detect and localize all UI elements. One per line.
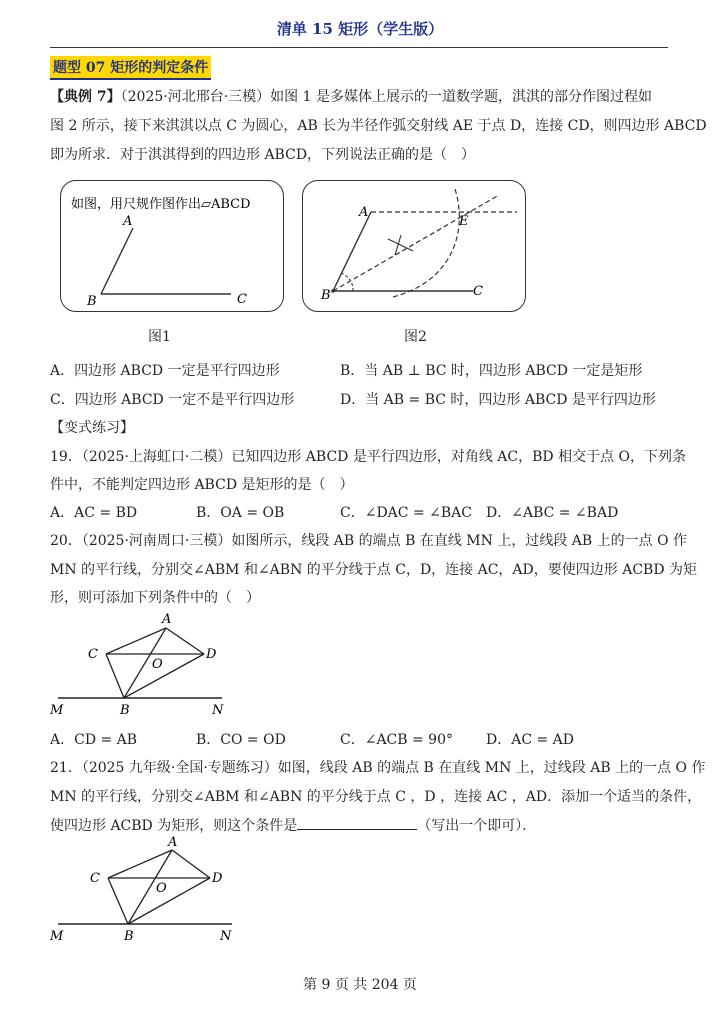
q21-line-3-prefix: 使四边形 ACBD 为矩形，则这个条件是 — [50, 818, 298, 834]
q20-segment-ad — [166, 628, 204, 654]
figure-1-box — [60, 180, 284, 312]
q20-figure — [48, 608, 238, 720]
fig2-small-arc — [341, 273, 353, 291]
figure-1-caption: 图1 — [148, 329, 171, 345]
q19-option-d: D．∠ABC = ∠BAD — [486, 505, 619, 521]
q20-option-c: C．∠ACB = 90° — [340, 732, 453, 748]
q21-line-3-suffix: （写出一个即可）． — [417, 818, 537, 834]
document-title: 清单 15 矩形（学生版） — [276, 20, 444, 38]
fig2-label-c: C — [473, 284, 483, 299]
section-heading: 题型 07 矩形的判定条件 — [50, 56, 211, 80]
example-line-1 — [50, 86, 675, 106]
q21-segment-cb — [108, 878, 128, 924]
header-divider — [50, 47, 668, 48]
page-number: 第 9 页 共 204 页 — [303, 977, 417, 993]
fig2-label-b: B — [321, 288, 331, 303]
q20-segment-cb — [106, 654, 124, 698]
q19-option-c: C．∠DAC = ∠BAC — [340, 505, 472, 521]
q19-option-a: A．AC = BD — [50, 505, 138, 521]
q20-segment-ac — [106, 628, 166, 654]
q21-answer-blank[interactable] — [297, 815, 417, 830]
figure-1-text: 如图，用尺规作图作出▱ABCD — [71, 197, 251, 212]
example-option-a: A．四边形 ABCD 一定是平行四边形 — [50, 363, 280, 379]
q20-label-n: N — [212, 703, 224, 718]
fig2-label-e: E — [459, 214, 469, 229]
q21-label-m: M — [50, 929, 64, 944]
example-line-3: 即为所求．对于淇淇得到的四边形 ABCD，下列说法正确的是（ ） — [50, 147, 476, 163]
figure-2-box — [302, 180, 526, 312]
q20-line-1: 20．（2025·河南周口·三模）如图所示，线段 AB 的端点 B 在直线 MN 上，过线段 AB 上的一点 O 作 — [50, 533, 687, 549]
practice-heading: 【变式练习】 — [50, 420, 134, 436]
figure-2-caption: 图2 — [404, 329, 427, 345]
q21-segment-ac — [108, 850, 172, 878]
q21-line-1: 21．（2025 九年级·全国·专题练习）如图，线段 AB 的端点 B 在直线 MN 上，过线段 AB 上的一点 O 作 — [50, 760, 706, 776]
example-option-b: B．当 AB ⊥ BC 时，四边形 ABCD 一定是矩形 — [340, 363, 643, 379]
q21-label-o: O — [156, 881, 167, 896]
q20-option-a: A．CD = AB — [50, 732, 138, 748]
q21-label-a: A — [168, 835, 178, 850]
example-text-1: （2025·河北邢台·三模）如图 1 是多媒体上展示的一道数学题，淇淇的部分作图过程如 — [120, 89, 652, 105]
q20-option-d: D．AC = AD — [486, 732, 575, 748]
q19-line-1: 19．（2025·上海虹口·二模）已知四边形 ABCD 是平行四边形，对角线 AC，BD 相交于点 O，下列条 — [50, 449, 686, 465]
q21-label-c: C — [90, 871, 100, 886]
q20-label-a: A — [162, 612, 172, 627]
q21-segment-ad — [172, 850, 210, 878]
fig2-point-b — [331, 289, 335, 293]
q20-option-b: B．CO = OD — [196, 732, 286, 748]
figure-1-drawing — [61, 181, 283, 311]
fig2-angle-bisector — [333, 195, 499, 291]
q20-label-m: M — [50, 703, 64, 718]
q21-segment-bd — [128, 878, 210, 924]
example-line-2: 图 2 所示，接下来淇淇以点 C 为圆心，AB 长为半径作弧交射线 AE 于点 D，连接 CD，则四边形 ABCD — [50, 118, 707, 134]
q21-figure — [48, 832, 238, 946]
q20-label-b: B — [120, 703, 130, 718]
q21-label-d: D — [212, 871, 223, 886]
q19-line-2: 件中，不能判定四边形 ABCD 是矩形的是（ ） — [50, 477, 354, 493]
q21-line-2: MN 的平行线，分别交∠ABM 和∠ABN 的平分线于点 C ，D ，连接 AC ，AD．添加一个适当的条件， — [50, 789, 702, 805]
fig1-label-a: A — [123, 214, 133, 229]
fig1-segment-ab — [101, 228, 133, 294]
q21-label-b: B — [124, 929, 134, 944]
q20-label-d: D — [206, 647, 217, 662]
q20-line-2: MN 的平行线，分别交∠ABM 和∠ABN 的平分线于点 C，D，连接 AC，AD，要使四边形 ACBD 为矩 — [50, 562, 698, 578]
fig1-label-b: B — [87, 294, 97, 309]
fig1-label-c: C — [237, 292, 247, 307]
example-option-c: C．四边形 ABCD 一定不是平行四边形 — [50, 392, 295, 408]
example-tag: 【典例 7】 — [50, 89, 121, 105]
q21-label-n: N — [220, 929, 232, 944]
example-option-d: D．当 AB = BC 时，四边形 ABCD 是平行四边形 — [340, 392, 656, 408]
q20-label-o: O — [152, 657, 163, 672]
q20-segment-bd — [124, 654, 204, 698]
fig2-large-arc — [393, 189, 459, 297]
q19-option-b: B．OA = OB — [196, 505, 285, 521]
fig2-label-a: A — [359, 205, 369, 220]
q20-line-3: 形，则可添加下列条件中的（ ） — [50, 590, 260, 606]
fig2-arc-cross — [388, 235, 413, 255]
q20-label-c: C — [88, 647, 98, 662]
fig2-segment-ab — [333, 212, 371, 291]
figure-2-drawing — [303, 181, 525, 311]
